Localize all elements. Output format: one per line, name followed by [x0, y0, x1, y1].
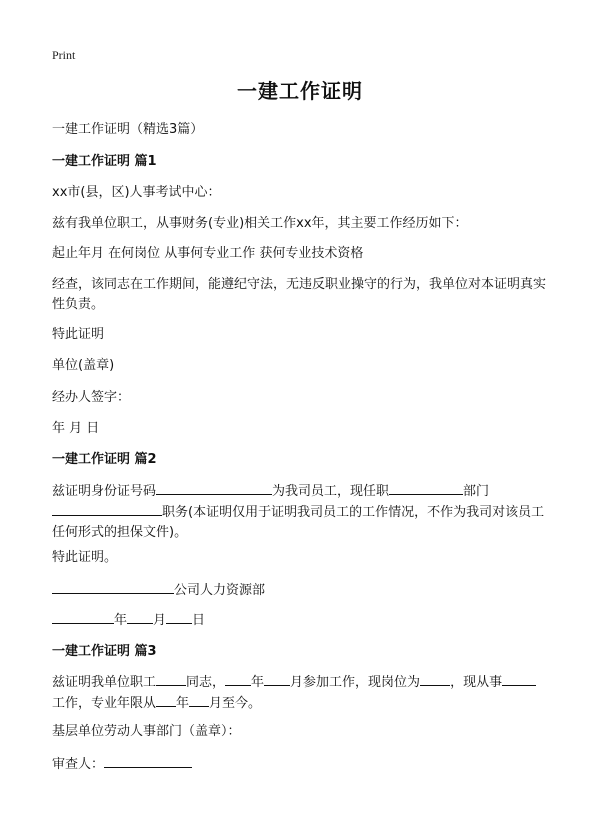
section-1-paragraph: 经查，该同志在工作期间，能遵纪守法，无违反职业操守的行为，我单位对本证明真实性负责。 — [52, 277, 547, 313]
position-blank — [52, 502, 162, 516]
section-1-paragraph: 经办人签字： — [52, 390, 131, 405]
work-blank — [502, 672, 536, 686]
section-3-paragraph: 基层单位劳动人事部门（盖章）： — [52, 724, 241, 739]
position-blank — [420, 672, 450, 686]
section-3-text: 兹证明我单位职工 — [52, 675, 157, 690]
month-blank — [189, 693, 209, 707]
section-2-text: 部门 — [463, 484, 490, 499]
print-link[interactable]: Print — [52, 48, 76, 62]
year-label: 年 — [114, 613, 128, 628]
id-number-blank — [156, 481, 272, 495]
section-1-date: 年 月 日 — [52, 421, 100, 436]
year-blank — [156, 693, 176, 707]
section-1-heading: 一建工作证明 篇1 — [52, 154, 157, 169]
section-3-paragraph — [52, 672, 548, 714]
section-2-paragraph — [52, 481, 548, 543]
section-3-reviewer-line — [52, 754, 548, 775]
section-2-text: 兹证明身份证号码 — [52, 484, 157, 499]
month-blank — [264, 672, 290, 686]
document-subtitle: 一建工作证明（精选3篇） — [52, 122, 204, 137]
section-2-heading: 一建工作证明 篇2 — [52, 452, 157, 467]
month-blank — [127, 610, 153, 624]
section-1-recipient: xx市(县，区)人事考试中心： — [52, 185, 221, 200]
section-2-text: 职务(本证明仅用于证明我司员工的工作情况，不作为我司对该员工任何形式的担保文件)。 — [52, 505, 545, 541]
document-title: 一建工作证明 — [237, 79, 363, 103]
section-2-text: 公司人力资源部 — [174, 583, 266, 598]
section-1-paragraph: 特此证明 — [52, 327, 105, 342]
section-1-paragraph: 兹有我单位职工，从事财务(专业)相关工作xx年，其主要工作经历如下： — [52, 216, 468, 231]
section-3-text: 月至今。 — [209, 696, 262, 712]
day-label: 日 — [192, 613, 206, 628]
section-2-date-line — [52, 610, 548, 631]
section-2-paragraph: 特此证明。 — [52, 550, 118, 565]
year-blank — [225, 672, 251, 686]
section-3-text: 同志， — [186, 675, 226, 690]
section-3-text: 年 — [176, 696, 190, 712]
department-blank — [389, 481, 463, 495]
section-3-text: 年 — [251, 675, 265, 690]
section-3-text: 月参加工作，现岗位为 — [290, 675, 421, 690]
section-3-text: 工作，专业年限从 — [52, 696, 157, 712]
section-2-signature-line — [52, 580, 548, 601]
reviewer-blank — [104, 754, 192, 768]
section-2-text: 为我司员工，现任职 — [272, 484, 390, 499]
year-blank — [52, 610, 114, 624]
section-3-heading: 一建工作证明 篇3 — [52, 644, 157, 659]
section-3-text: ，现从事 — [450, 675, 503, 690]
month-label: 月 — [153, 613, 167, 628]
section-3-text: 审查人： — [52, 757, 105, 772]
name-blank — [156, 672, 186, 686]
section-1-paragraph: 单位(盖章) — [52, 358, 115, 373]
section-1-paragraph: 起止年月 在何岗位 从事何专业工作 获何专业技术资格 — [52, 246, 364, 261]
signature-blank — [52, 580, 174, 594]
day-blank — [166, 610, 192, 624]
